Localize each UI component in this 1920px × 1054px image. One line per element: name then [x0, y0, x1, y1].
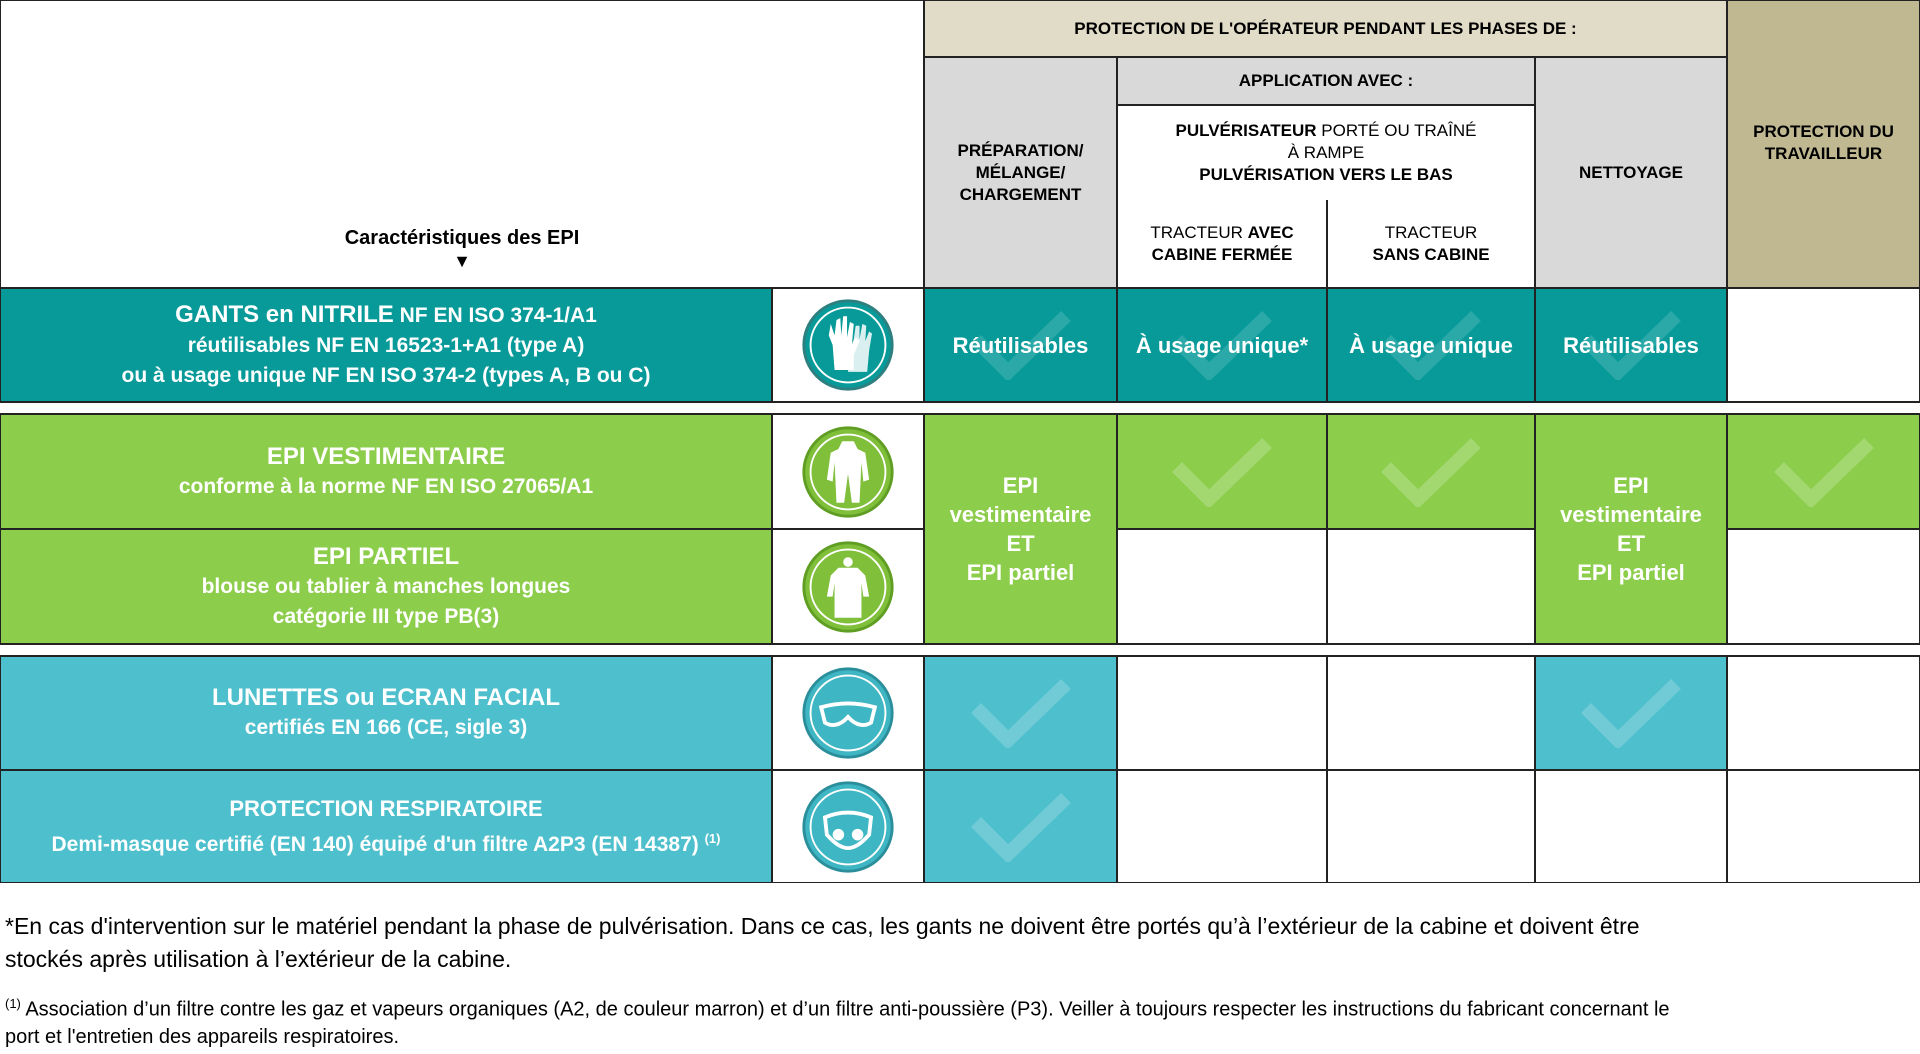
lunettes-avec-cabine-cell — [1117, 656, 1327, 770]
header-application: APPLICATION AVEC : — [1117, 57, 1535, 105]
row-vestimentaire-icon-cell — [772, 414, 924, 529]
goggles-icon — [800, 665, 896, 761]
row-gap-1 — [0, 402, 1920, 414]
respiratoire-avec-cabine-cell — [1117, 770, 1327, 883]
respiratoire-preparation-cell — [924, 770, 1117, 883]
row-vestimentaire-label: EPI VESTIMENTAIRE conforme à la norme NF EN ISO 27065/A1 — [0, 414, 772, 529]
gloves-icon — [800, 297, 896, 393]
header-pulverisateur: PULVÉRISATEUR PORTÉ OU TRAÎNÉ À RAMPE PULVÉRISATION VERS LE BAS — [1117, 105, 1535, 200]
check-mark-icon — [1576, 678, 1686, 748]
lunettes-travailleur-cell — [1727, 656, 1920, 770]
lunettes-preparation-cell — [924, 656, 1117, 770]
respiratoire-nettoyage-cell — [1535, 770, 1727, 883]
gants-preparation-cell: Réutilisables — [924, 288, 1117, 402]
header-nettoyage: NETTOYAGE — [1535, 57, 1727, 288]
check-mark-icon — [1769, 437, 1879, 507]
row-respiratoire-icon-cell — [772, 770, 924, 883]
header-blank-left — [0, 0, 924, 288]
vestimentaire-travailleur-cell — [1727, 414, 1920, 529]
respiratoire-sans-cabine-cell — [1327, 770, 1535, 883]
footnote-one: $^{(1)}$ Association d’un filtre contre les gaz et vapeurs organiques (A2, de couleur marron) et d’un filtre anti-poussière (P3). Veiller à toujours respecter les instructions du fabricant concernant le port et l'entretien des appareils respiratoires. — [5, 996, 1670, 1048]
row-gants-label: GANTS en NITRILE NF EN ISO 374-1/A1 réutilisables NF EN 16523-1+A1 (type A) ou à usage unique NF EN ISO 374-2 (types A, B ou C) — [0, 288, 772, 402]
row-gap-2 — [0, 644, 1920, 656]
apron-icon — [800, 539, 896, 635]
lunettes-sans-cabine-cell — [1327, 656, 1535, 770]
header-phases: PROTECTION DE L'OPÉRATEUR PENDANT LES PHASES DE : — [924, 0, 1727, 57]
check-mark-icon — [1167, 437, 1277, 507]
vestimentaire-sans-cabine-cell — [1327, 414, 1535, 529]
footnote-star: *En cas d'intervention sur le matériel pendant la phase de pulvérisation. Dans ce cas, les gants ne doivent être portés qu’à l’extérieur de la cabine et doivent être stockés après utilisation à l’extérieur de la cabine. — [5, 913, 1640, 972]
row-lunettes-label: LUNETTES ou ECRAN FACIAL certifiés EN 166 (CE, sigle 3) — [0, 656, 772, 770]
row-gants-icon-cell — [772, 288, 924, 402]
check-mark-icon — [1376, 437, 1486, 507]
gants-nettoyage-cell: Réutilisables — [1535, 288, 1727, 402]
lunettes-nettoyage-cell — [1535, 656, 1727, 770]
row-partiel-icon-cell — [772, 529, 924, 644]
check-mark-icon — [966, 678, 1076, 748]
vestimentaire-avec-cabine-cell — [1117, 414, 1327, 529]
caracteristiques-label: Caractéristiques des EPI — [344, 227, 580, 249]
row-lunettes-icon-cell — [772, 656, 924, 770]
coverall-icon — [800, 424, 896, 520]
partiel-sans-cabine-cell — [1327, 529, 1535, 644]
vestimentaire-partiel-preparation-cell: EPI vestimentaire ET EPI partiel — [924, 414, 1117, 644]
respiratoire-travailleur-cell — [1727, 770, 1920, 883]
gants-avec-cabine-cell: À usage unique* — [1117, 288, 1327, 402]
gants-travailleur-cell — [1727, 288, 1920, 402]
gants-sans-cabine-cell: À usage unique — [1327, 288, 1535, 402]
down-arrow-icon: ▼ — [453, 251, 471, 271]
header-preparation: PRÉPARATION/ MÉLANGE/ CHARGEMENT — [924, 57, 1117, 288]
header-tracteur-avec-cabine: TRACTEUR AVEC CABINE FERMÉE — [1117, 200, 1327, 288]
check-mark-icon — [966, 792, 1076, 862]
header-tracteur-sans-cabine: TRACTEUR SANS CABINE — [1327, 200, 1535, 288]
header-travailleur: PROTECTION DU TRAVAILLEUR — [1727, 0, 1920, 288]
vestimentaire-partiel-nettoyage-cell: EPI vestimentaire ET EPI partiel — [1535, 414, 1727, 644]
row-respiratoire-label: PROTECTION RESPIRATOIRE Demi-masque certifié (EN 140) équipé d'un filtre A2P3 (EN 14387) $^{(1)}$ — [0, 770, 772, 883]
respirator-icon — [800, 779, 896, 875]
partiel-travailleur-cell — [1727, 529, 1920, 644]
partiel-avec-cabine-cell — [1117, 529, 1327, 644]
row-partiel-label: EPI PARTIEL blouse ou tablier à manches longues catégorie III type PB(3) — [0, 529, 772, 644]
